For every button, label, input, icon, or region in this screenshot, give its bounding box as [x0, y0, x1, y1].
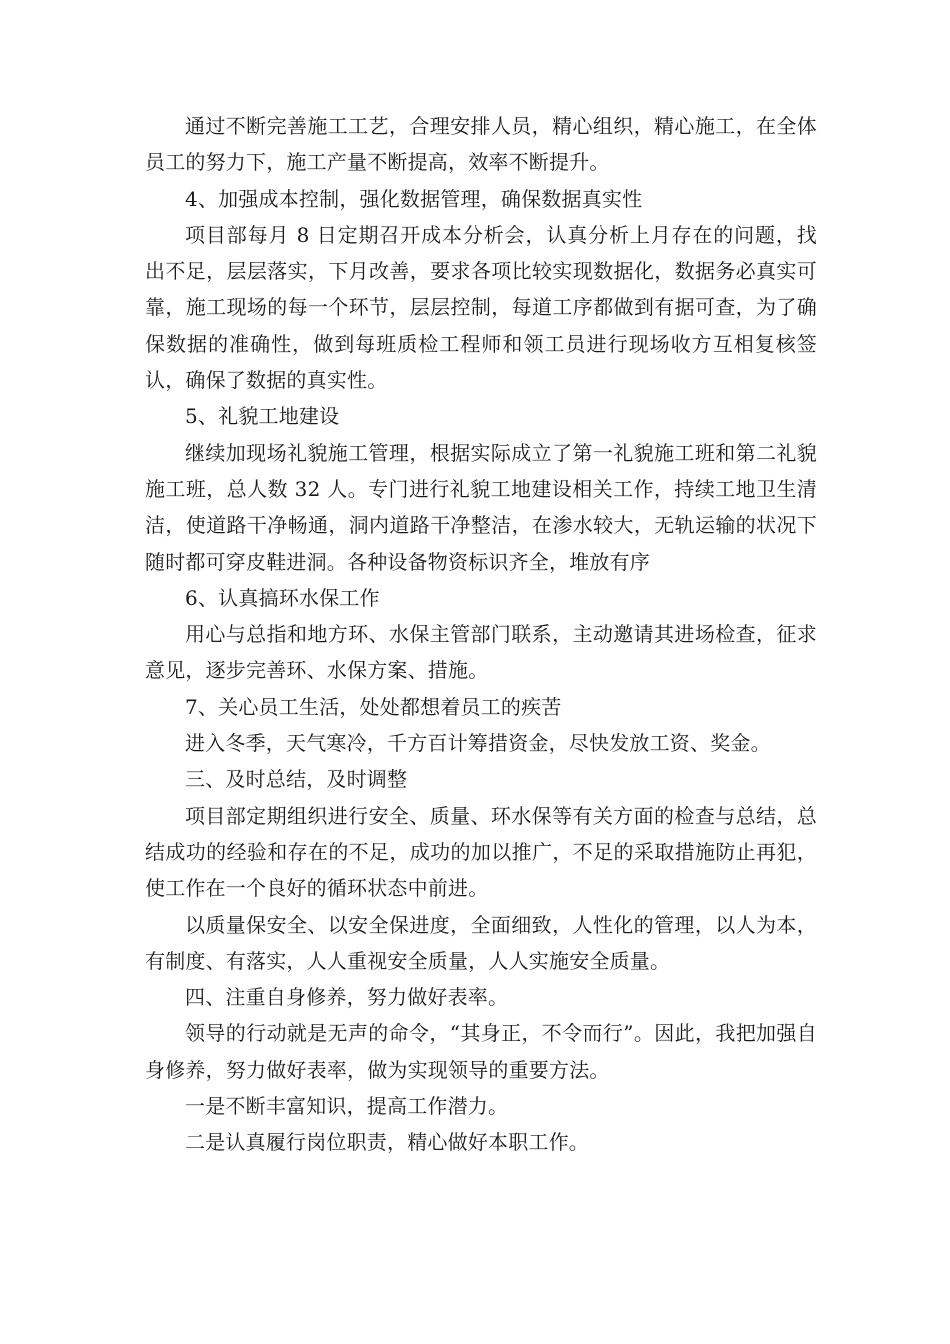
section-heading-7: 7、关心员工生活，处处都想着员工的疾苦 [185, 694, 562, 719]
paragraph-3: 继续加现场礼貌施工管理，根据实际成立了第一礼貌施工班和第二礼貌施工班，总人数 32 人。专门进行礼貌工地建设相关工作，持续工地卫生清洁，使道路干净畅通，洞内道路干净整洁，在渗水较大，无轨运输的状况下随时都可穿皮鞋进洞。各种设备物资标识齐全，堆放有序 [145, 440, 817, 574]
paragraph-1: 通过不断完善施工工艺，合理安排人员，精心组织，精心施工，在全体员工的努力下，施工产量不断提高，效率不断提升。 [145, 114, 817, 175]
paragraph-4: 用心与总指和地方环、水保主管部门联系，主动邀请其进场检查，征求意见，逐步完善环、水保方案、措施。 [145, 622, 817, 683]
section-heading-4: 4、加强成本控制，强化数据管理，确保数据真实性 [185, 186, 643, 211]
document-body [145, 108, 817, 1161]
paragraph-8: 领导的行动就是无声的命令，“其身正，不令而行”。因此，我把加强自身修养，努力做好表率，做为实现领导的重要方法。 [145, 1021, 817, 1082]
section-heading-5: 5、礼貌工地建设 [185, 404, 340, 429]
paragraph-9: 一是不断丰富知识，提高工作潜力。 [185, 1094, 509, 1119]
paragraph-2: 项目部每月 8 日定期召开成本分析会，认真分析上月存在的问题，找出不足，层层落实，下月改善，要求各项比较实现数据化，数据务必真实可靠，施工现场的每一个环节，层层控制，每道工序都做到有据可查，为了确保数据的准确性，做到每班质检工程师和领工员进行现场收方互相复核签认，确保了数据的真实性。 [145, 222, 817, 393]
paragraph-5: 进入冬季，天气寒冷，千方百计筹措资金，尽快发放工资、奖金。 [185, 731, 771, 756]
paragraph-10: 二是认真履行岗位职责，精心做好本职工作。 [185, 1130, 589, 1155]
section-heading-6: 6、认真搞环水保工作 [185, 585, 380, 610]
section-heading-three: 三、及时总结，及时调整 [185, 767, 408, 792]
section-heading-four: 四、注重自身修养，努力做好表率。 [185, 985, 509, 1010]
paragraph-6: 项目部定期组织进行安全、质量、环水保等有关方面的检查与总结，总结成功的经验和存在的不足，成功的加以推广，不足的采取措施防止再犯，使工作在一个良好的循环状态中前进。 [145, 803, 817, 901]
paragraph-7: 以质量保安全、以安全保进度，全面细致，人性化的管理，以人为本，有制度、有落实，人人重视安全质量，人人实施安全质量。 [145, 912, 817, 973]
